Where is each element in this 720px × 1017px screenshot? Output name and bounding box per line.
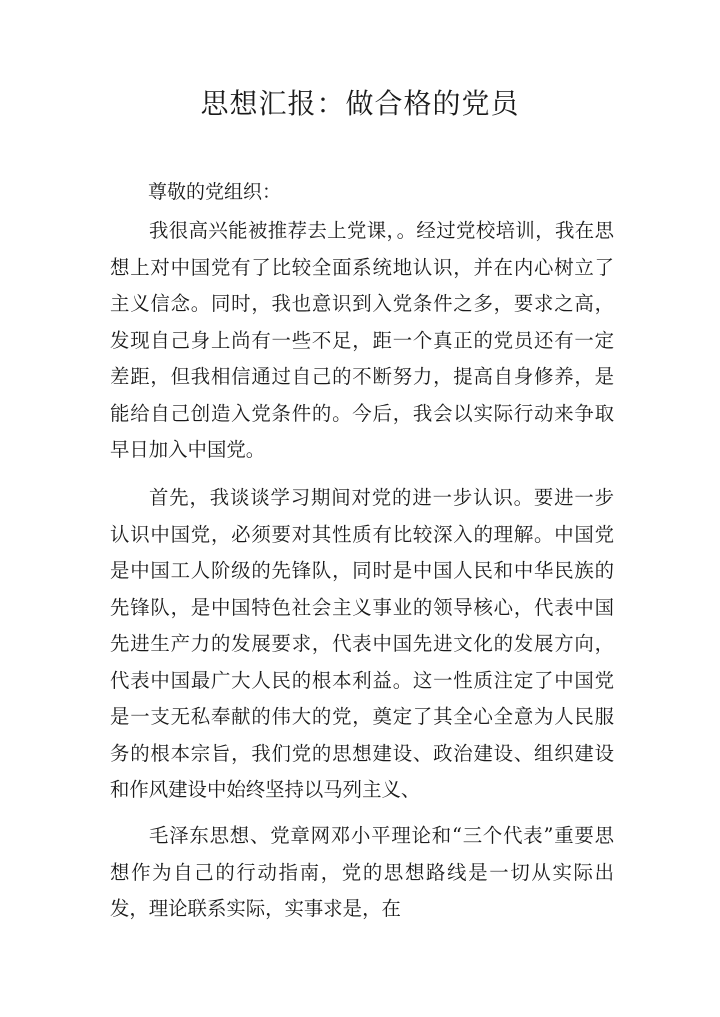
salutation: 尊敬的党组织： [148, 181, 282, 203]
body-paragraph-3: 毛泽东思想、党章网邓小平理论和“三个代表”重要思想作为自己的行动指南，党的思想路线是一切从实际出发，理论联系实际，实事求是，在 [110, 824, 614, 920]
document-title: 思想汇报：做合格的党员 [200, 87, 520, 120]
body-paragraph-1: 我很高兴能被推荐去上党课，。经过党校培训，我在思想上对中国党有了比较全面系统地认识，并在内心树立了主义信念。同时，我也意识到入党条件之多，要求之高，发现自己身上尚有一些不足，距一个真正的党员还有一定差距，但我相信通过自己的不断努力，提高自身修养，是能给自己创造入党条件的。今后，我会以实际行动来争取早日加入中国党。 [110, 219, 614, 461]
body-paragraph-2: 首先，我谈谈学习期间对党的进一步认识。要进一步认识中国党，必须要对其性质有比较深入的理解。中国党是中国工人阶级的先锋队，同时是中国人民和中华民族的先锋队，是中国特色社会主义事业的领导核心，代表中国先进生产力的发展要求，代表中国先进文化的发展方向，代表中国最广大人民的根本利益。这一性质注定了中国党是一支无私奉献的伟大的党，奠定了其全心全意为人民服务的根本宗旨，我们党的思想建设、政治建设、组织建设和作风建设中始终坚持以马列主义、 [110, 486, 614, 801]
